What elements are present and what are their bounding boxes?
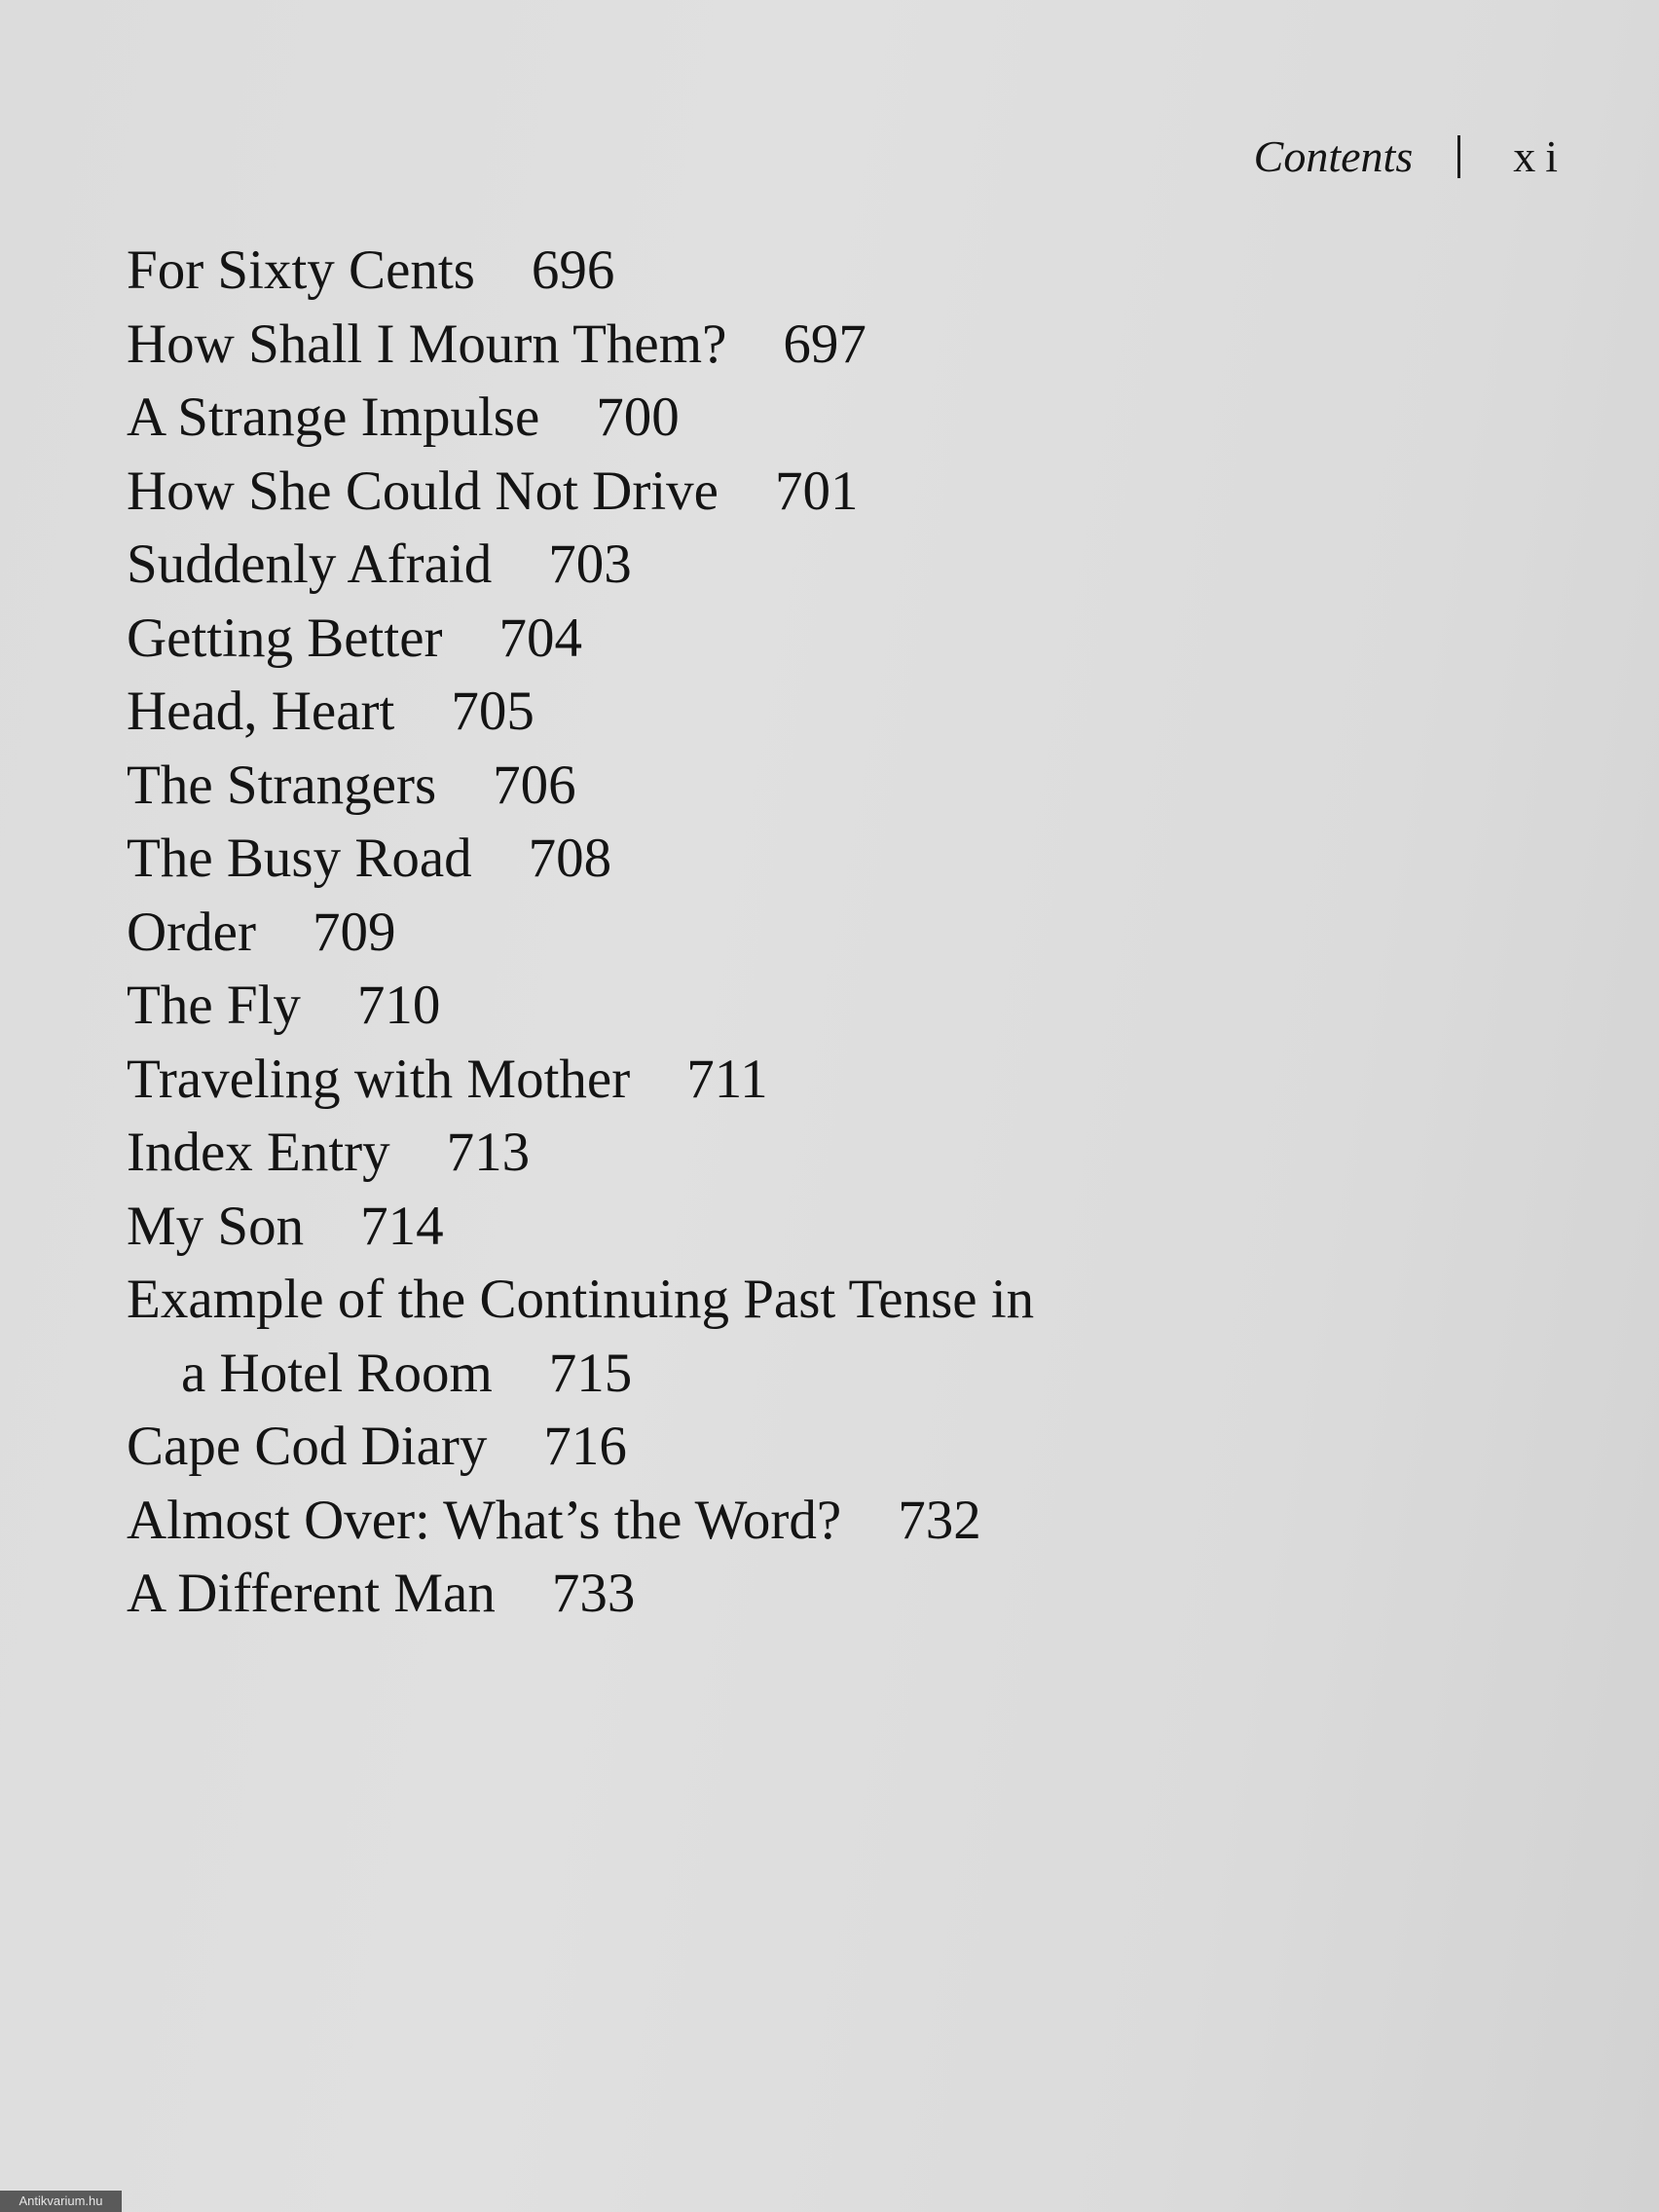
toc-entry-title: Getting Better [127,607,443,669]
toc-entry-title: Head, Heart [127,681,395,742]
toc-entry-page: 706 [493,754,576,816]
toc-entry [127,1410,1295,1484]
toc-entry [127,1116,1295,1190]
toc-entry-page: 711 [686,1048,768,1110]
toc-entry-page: 701 [774,460,859,522]
toc-entry-title: The Strangers [127,754,437,816]
running-head [1253,131,1567,181]
toc-entry-title: How Shall I Mourn Them? [127,313,727,375]
toc-entry-title-continuation [127,1337,1295,1411]
toc-entry-page: 696 [531,240,615,301]
toc-entry [127,381,1295,455]
toc-entry [127,749,1295,823]
toc-entry [127,308,1295,382]
toc-entry [127,822,1295,896]
toc-entry-page: 716 [543,1416,627,1477]
toc-entry [127,1190,1295,1264]
toc-entry-page: 715 [548,1342,633,1404]
toc-entry-title: Traveling with Mother [127,1048,631,1110]
toc-entry [127,234,1295,308]
table-of-contents [127,234,1295,1631]
toc-entry [127,1557,1295,1631]
toc-entry-title: A Strange Impulse [127,387,540,448]
toc-entry [127,602,1295,676]
toc-entry-page: 710 [356,975,441,1036]
toc-entry-page: 708 [528,828,612,889]
toc-entry-page: 703 [548,534,632,595]
page-number: xi [1513,131,1567,181]
toc-entry [127,675,1295,749]
toc-entry [127,1043,1295,1117]
toc-entry-title: The Busy Road [127,828,472,889]
toc-entry-title: Cape Cod Diary [127,1416,488,1477]
toc-entry-page: 700 [596,387,680,448]
running-head-title: Contents [1253,131,1414,181]
toc-entry-page: 705 [451,681,535,742]
toc-entry-page: 709 [312,901,396,963]
toc-entry-title-cont-text: a Hotel Room [181,1342,493,1404]
toc-entry [127,455,1295,529]
toc-entry [127,896,1295,970]
toc-entry-title: Order [127,901,256,963]
toc-entry-page: 713 [446,1122,531,1183]
toc-entry-title: The Fly [127,975,301,1036]
toc-entry-title: Suddenly Afraid [127,534,493,595]
toc-entry [127,969,1295,1043]
toc-entry-title: How She Could Not Drive [127,460,719,522]
toc-entry-title: Almost Over: What’s the Word? [127,1489,842,1551]
source-watermark: Antikvarium.hu [0,2191,122,2212]
toc-entry-title: For Sixty Cents [127,240,475,301]
toc-entry-title: Example of the Continuing Past Tense in [127,1269,1035,1330]
toc-entry-title: My Son [127,1195,305,1257]
toc-entry [127,528,1295,602]
toc-entry [127,1484,1295,1558]
toc-entry [127,1263,1295,1410]
toc-entry-page: 714 [360,1195,444,1257]
toc-entry-page: 704 [498,607,582,669]
toc-entry-title: Index Entry [127,1122,390,1183]
running-head-divider [1457,135,1460,178]
toc-entry-page: 697 [783,313,866,375]
toc-entry-page: 732 [898,1489,981,1551]
toc-entry-page: 733 [551,1563,636,1624]
toc-entry-title: A Different Man [127,1563,496,1624]
